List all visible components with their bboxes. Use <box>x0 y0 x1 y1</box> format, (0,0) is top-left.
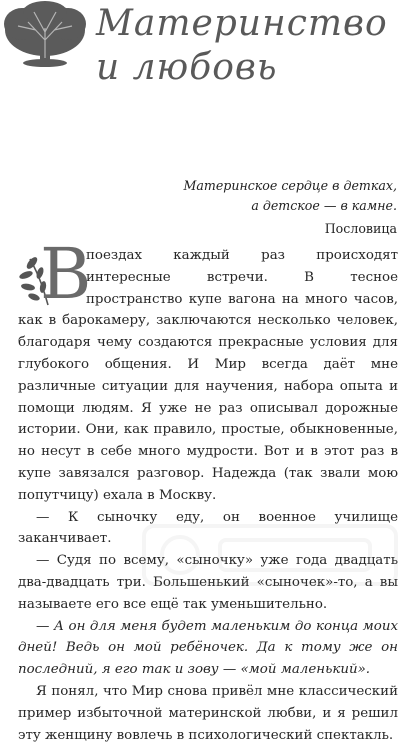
epigraph <box>183 176 397 239</box>
dropcap-block <box>18 233 92 315</box>
chapter-title <box>96 2 388 90</box>
chapter-title-line-2: и любовь <box>96 47 278 88</box>
paragraph: — Судя по всему, «сыночку» уже года двадцать два-двадцать три. Большенький «сыночек»-то, а вы называете его все ещё так уменьшительно. <box>18 553 398 612</box>
epigraph-source: Пословица <box>324 221 397 236</box>
epigraph-line-1: Материнское сердце в детках, <box>183 178 397 193</box>
tree-ornament-icon <box>0 0 90 72</box>
paragraph: Я понял, что Мир снова привёл мне классический пример избыточной материнской любви, и я решил эту женщину вовлечь в психологический спектакль. <box>18 683 398 743</box>
dropcap-letter: В <box>40 233 92 315</box>
paragraph <box>18 233 398 507</box>
epigraph-line-2: а детское — в камне. <box>251 198 397 213</box>
paragraph-text: поездах каждый раз происходят интересные встречи. В тесное пространство купе вагона на много часов, как в барокамеру, заключаются несколько человек, благодаря чему создаются прекрасные условия для глубокого общения. И Мир всегда даёт мне различные ситуации для научения, набора опыта и помощи людям. Я уже не раз описывал дорожные истории. Они, как правило, простые, обыкновенные, но несут в себе много мудрости. Вот и в этот раз в купе завязался разговор. Надежда (так звали мою попутчицу) ехала в Москву. <box>18 248 398 503</box>
paragraph: — А он для меня будет маленьким до конца моих дней! Ведь он мой ребёночек. Да к тому же он последний, я его так и зову — «мой маленький». <box>18 618 398 678</box>
paragraph: — К сыночку еду, он военное училище заканчивает. <box>18 509 398 547</box>
chapter-title-line-1: Материнство <box>96 3 388 44</box>
chapter-body <box>18 233 398 746</box>
